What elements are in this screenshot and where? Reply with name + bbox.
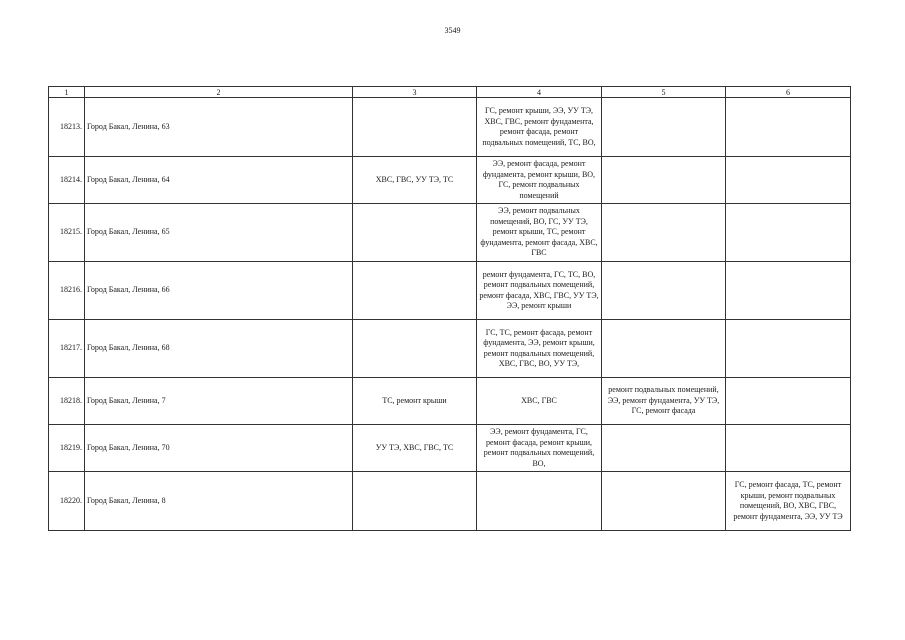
- row-col6: [726, 320, 851, 378]
- row-address: Город Бакал, Ленина, 66: [85, 262, 353, 320]
- table-row: [49, 98, 851, 157]
- row-address: Город Бакал, Ленина, 70: [85, 425, 353, 472]
- row-col4: ЭЭ, ремонт фундамента, ГС, ремонт фасада, ремонт крыши, ремонт подвальных помещений, ВО,: [477, 425, 602, 472]
- row-col5: [602, 472, 726, 531]
- table-row: [49, 262, 851, 320]
- table-row: [49, 157, 851, 204]
- column-header-1: 1: [49, 87, 85, 98]
- column-header-2: 2: [85, 87, 353, 98]
- row-col6: [726, 262, 851, 320]
- row-address: Город Бакал, Ленина, 7: [85, 378, 353, 425]
- row-number: 18215.: [49, 204, 85, 262]
- column-header-5: 5: [602, 87, 726, 98]
- table-row: [49, 378, 851, 425]
- row-col3: [353, 204, 477, 262]
- row-col6: ГС, ремонт фасада, ТС, ремонт крыши, ремонт подвальных помещений, ВО, ХВС, ГВС, ремонт фундамента, ЭЭ, УУ ТЭ: [726, 472, 851, 531]
- row-number: 18216.: [49, 262, 85, 320]
- row-col4: ХВС, ГВС: [477, 378, 602, 425]
- row-number: 18218.: [49, 378, 85, 425]
- row-col5: [602, 204, 726, 262]
- data-table: [48, 86, 851, 531]
- column-header-3: 3: [353, 87, 477, 98]
- row-col3: [353, 262, 477, 320]
- header-row: [49, 87, 851, 98]
- row-col3: [353, 472, 477, 531]
- column-header-4: 4: [477, 87, 602, 98]
- row-address: Город Бакал, Ленина, 8: [85, 472, 353, 531]
- row-col6: [726, 98, 851, 157]
- row-col3: УУ ТЭ, ХВС, ГВС, ТС: [353, 425, 477, 472]
- row-col5: [602, 425, 726, 472]
- table-row: [49, 320, 851, 378]
- row-col4: ремонт фундамента, ГС, ТС, ВО, ремонт подвальных помещений, ремонт фасада, ХВС, ГВС, УУ ТЭ, ЭЭ, ремонт крыши: [477, 262, 602, 320]
- row-col6: [726, 378, 851, 425]
- row-col4: ЭЭ, ремонт подвальных помещений, ВО, ГС, УУ ТЭ, ремонт крыши, ТС, ремонт фундамента, ремонт фасада, ХВС, ГВС: [477, 204, 602, 262]
- row-col4: [477, 472, 602, 531]
- row-number: 18214.: [49, 157, 85, 204]
- row-col5: [602, 98, 726, 157]
- row-address: Город Бакал, Ленина, 68: [85, 320, 353, 378]
- row-col5: [602, 262, 726, 320]
- column-header-6: 6: [726, 87, 851, 98]
- row-col4: ЭЭ, ремонт фасада, ремонт фундамента, ремонт крыши, ВО, ГС, ремонт подвальных помещений: [477, 157, 602, 204]
- row-col4: ГС, ТС, ремонт фасада, ремонт фундамента, ЭЭ, ремонт крыши, ремонт подвальных помещений, ХВС, ГВС, ВО, УУ ТЭ,: [477, 320, 602, 378]
- row-col3: ТС, ремонт крыши: [353, 378, 477, 425]
- row-col3: [353, 98, 477, 157]
- row-address: Город Бакал, Ленина, 65: [85, 204, 353, 262]
- row-number: 18220.: [49, 472, 85, 531]
- row-col4: ГС, ремонт крыши, ЭЭ, УУ ТЭ, ХВС, ГВС, ремонт фундамента, ремонт фасада, ремонт подвальных помещений, ТС, ВО,: [477, 98, 602, 157]
- row-address: Город Бакал, Ленина, 63: [85, 98, 353, 157]
- row-col3: ХВС, ГВС, УУ ТЭ, ТС: [353, 157, 477, 204]
- table-row: [49, 204, 851, 262]
- row-col3: [353, 320, 477, 378]
- row-col5: ремонт подвальных помещений, ЭЭ, ремонт фундамента, УУ ТЭ, ГС, ремонт фасада: [602, 378, 726, 425]
- row-number: 18219.: [49, 425, 85, 472]
- row-number: 18213.: [49, 98, 85, 157]
- row-col6: [726, 425, 851, 472]
- row-number: 18217.: [49, 320, 85, 378]
- row-col6: [726, 204, 851, 262]
- row-col5: [602, 157, 726, 204]
- table-row: [49, 425, 851, 472]
- table-row: [49, 472, 851, 531]
- row-address: Город Бакал, Ленина, 64: [85, 157, 353, 204]
- row-col6: [726, 157, 851, 204]
- row-col5: [602, 320, 726, 378]
- page-number: 3549: [444, 26, 461, 35]
